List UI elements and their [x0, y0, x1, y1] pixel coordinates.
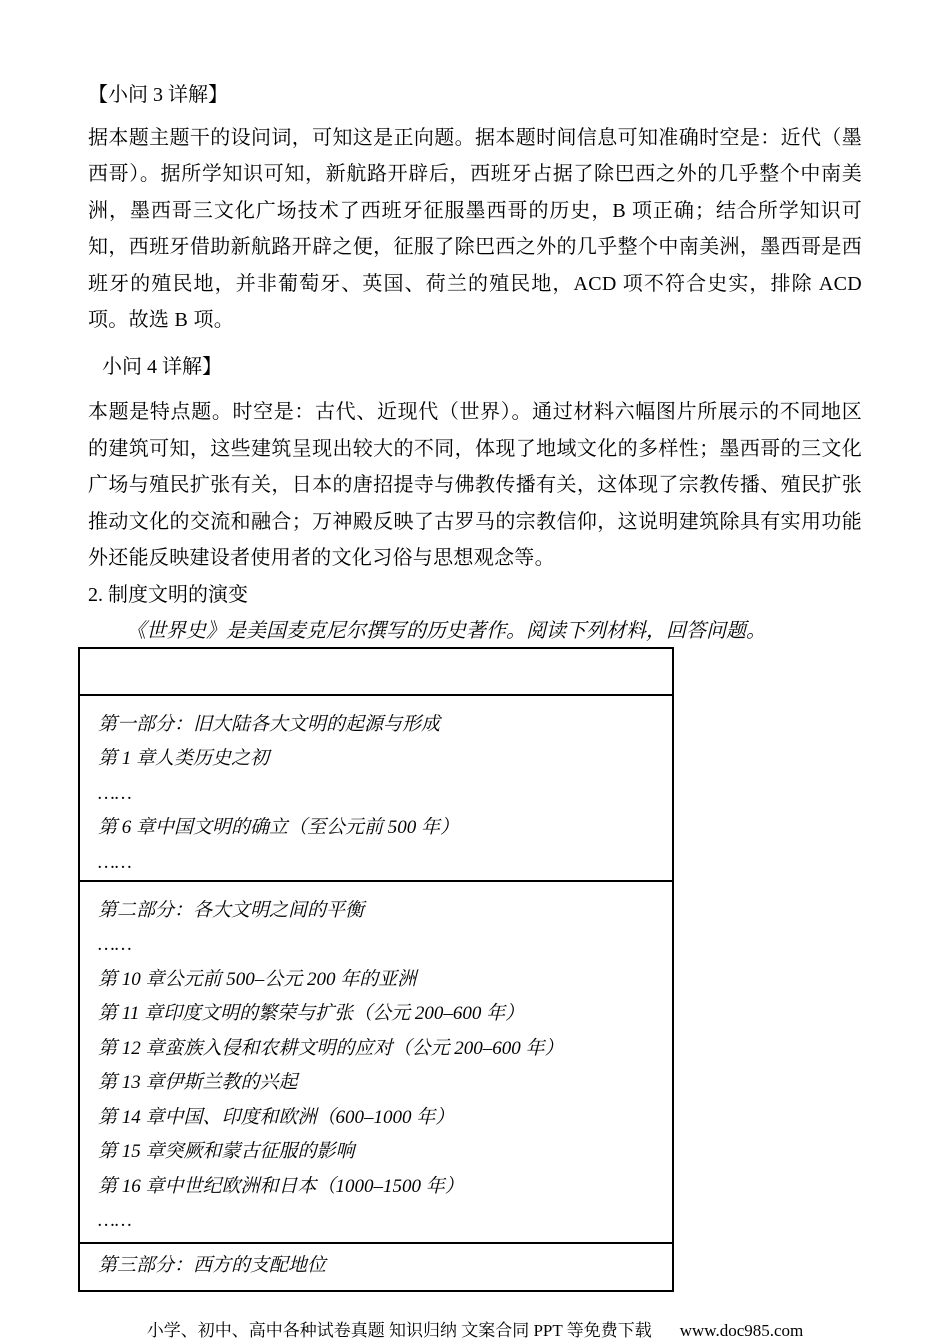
- table-line: 第 11 章印度文明的繁荣与扩张（公元 200–600 年）: [98, 1003, 525, 1024]
- table-line: 第 15 章突厥和蒙古征服的影响: [98, 1141, 355, 1162]
- explanation-heading-q4: 小问 4 详解】: [97, 355, 222, 378]
- explanation-heading-q3: 【小问 3 详解】: [88, 84, 228, 106]
- explanation-body-q3: 据本题主题干的设问词，可知这是正向题。据本题时间信息可知准确时空是：近代（墨西哥）。据所学知识可知，新航路开辟后，西班牙占据了除巴西之外的几乎整个中南美洲，墨西哥三文化广场技术了西班牙征服墨西哥的历史，B 项正确；结合所学知识可知，西班牙借助新航路开辟之便，征服了除巴西之外的几乎整个中南美洲，墨西哥是西班牙的殖民地，并非葡萄牙、英国、荷兰的殖民地，ACD 项不符合史实，排除 ACD 项。故选 B 项。: [88, 126, 862, 331]
- table-row-part2: [80, 880, 672, 1242]
- book-contents-table: [78, 647, 674, 1292]
- question-2-title: 2. 制度文明的演变: [88, 583, 248, 606]
- table-line: 第 10 章公元前 500–公元 200 年的亚洲: [98, 968, 417, 990]
- table-line: 第 6 章中国文明的确立（至公元前 500 年）: [98, 817, 460, 838]
- table-line: 第一部分：旧大陆各大文明的起源与形成: [98, 713, 441, 735]
- table-row-header-empty: [80, 649, 672, 694]
- table-line: 第三部分：西方的支配地位: [98, 1254, 327, 1276]
- table-line: 第 13 章伊斯兰教的兴起: [98, 1072, 298, 1093]
- table-line: ……: [98, 1210, 132, 1231]
- footer-site-url: www.doc985.com: [679, 1320, 804, 1340]
- footer-site-description: 小学、初中、高中各种试卷真题 知识归纳 文案合同 PPT 等免费下载: [146, 1320, 652, 1340]
- table-line: ……: [98, 934, 132, 955]
- table-line: 第 1 章人类历史之初: [98, 748, 270, 769]
- explanation-body-q4: 本题是特点题。时空是：古代、近现代（世界）。通过材料六幅图片所展示的不同地区的建筑可知，这些建筑呈现出较大的不同，体现了地域文化的多样性；墨西哥的三文化广场与殖民扩张有关，日本的唐招提寺与佛教传播有关，这体现了宗教传播、殖民扩张推动文化的交流和融合；万神殿反映了古罗马的宗教信仰，这说明建筑除具有实用功能外还能反映建设者使用者的文化习俗与思想观念等。: [88, 401, 862, 569]
- table-line: 第 14 章中国、印度和欧洲（600–1000 年）: [98, 1106, 455, 1128]
- question-2-intro: 《世界史》是美国麦克尼尔撰写的历史著作。阅读下列材料，回答问题。: [126, 620, 766, 642]
- table-line: ……: [98, 851, 132, 873]
- table-row-part3: [80, 1242, 672, 1290]
- table-line: 第 12 章蛮族入侵和农耕文明的应对（公元 200–600 年）: [98, 1037, 564, 1059]
- table-row-part1: [80, 694, 672, 880]
- table-line: 第二部分：各大文明之间的平衡: [98, 899, 365, 921]
- page-footer: [88, 1320, 862, 1342]
- table-line: 第 16 章中世纪欧洲和日本（1000–1500 年）: [98, 1175, 464, 1197]
- table-line: ……: [98, 782, 132, 804]
